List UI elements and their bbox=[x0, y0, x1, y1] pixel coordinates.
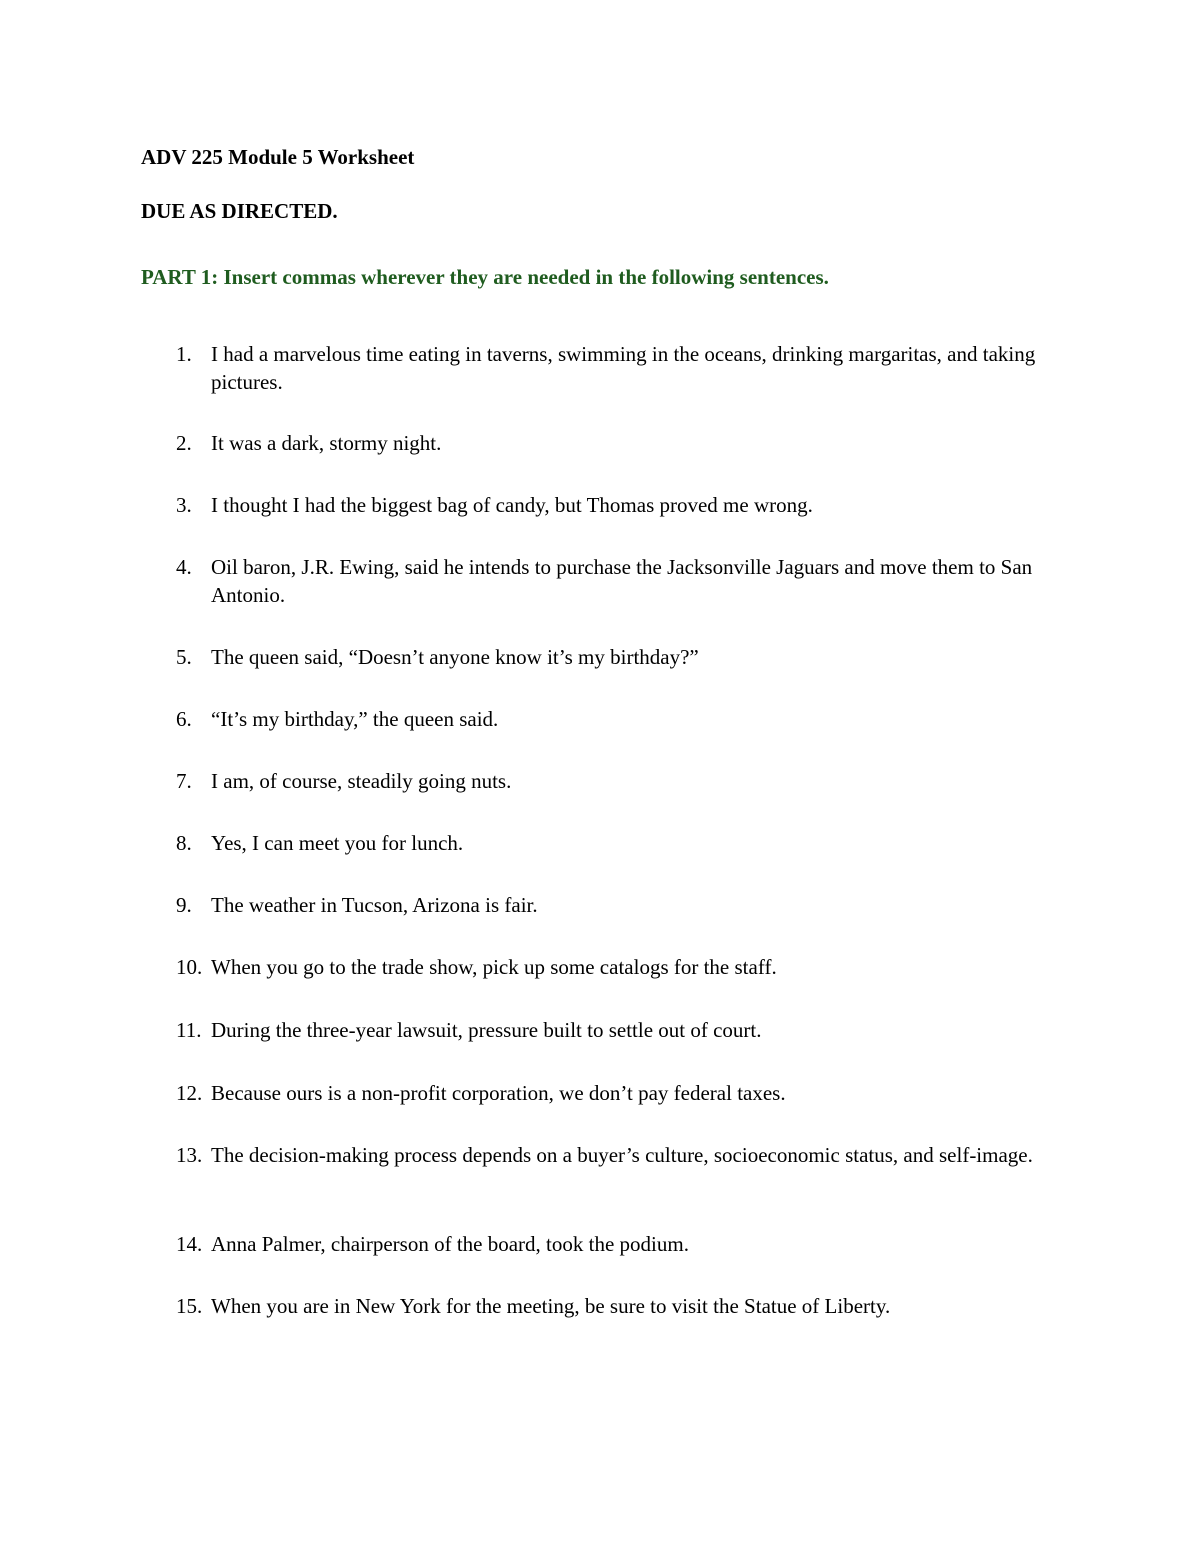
list-item bbox=[176, 553, 1046, 609]
list-item bbox=[176, 429, 1046, 457]
part1-heading: PART 1: Insert commas wherever they are needed in the following sentences. bbox=[141, 265, 829, 289]
item-text: The queen said, “Doesn’t anyone know it’s my birthday?” bbox=[211, 645, 699, 669]
list-item bbox=[176, 643, 1046, 671]
item-number: 6. bbox=[176, 707, 192, 731]
item-text: I am, of course, steadily going nuts. bbox=[211, 769, 512, 793]
list-item bbox=[176, 767, 1046, 795]
item-number: 3. bbox=[176, 493, 192, 517]
item-text: I thought I had the biggest bag of candy, but Thomas proved me wrong. bbox=[211, 493, 813, 517]
due-notice: DUE AS DIRECTED. bbox=[141, 199, 338, 223]
item-text: When you are in New York for the meeting, be sure to visit the Statue of Liberty. bbox=[211, 1294, 891, 1318]
item-text: Yes, I can meet you for lunch. bbox=[211, 831, 464, 855]
list-item bbox=[176, 1016, 1046, 1044]
item-number: 11. bbox=[176, 1018, 202, 1042]
item-text: When you go to the trade show, pick up some catalogs for the staff. bbox=[211, 955, 777, 979]
item-number: 5. bbox=[176, 645, 192, 669]
list-item bbox=[176, 1141, 1046, 1169]
item-text: It was a dark, stormy night. bbox=[211, 431, 442, 455]
item-number: 8. bbox=[176, 831, 192, 855]
item-number: 15. bbox=[176, 1294, 203, 1318]
list-item bbox=[176, 1230, 1046, 1258]
list-item bbox=[176, 1292, 1046, 1320]
item-number: 4. bbox=[176, 555, 192, 579]
item-number: 7. bbox=[176, 769, 192, 793]
item-text: I had a marvelous time eating in taverns, swimming in the oceans, drinking margaritas, and taking pictures. bbox=[211, 342, 1036, 394]
item-text: The decision-making process depends on a buyer’s culture, socioeconomic status, and self-image. bbox=[211, 1143, 1033, 1167]
list-item bbox=[176, 953, 1046, 981]
item-number: 12. bbox=[176, 1081, 203, 1105]
item-text: Oil baron, J.R. Ewing, said he intends to purchase the Jacksonville Jaguars and move them to San Antonio. bbox=[211, 555, 1033, 607]
item-number: 10. bbox=[176, 955, 203, 979]
item-number: 2. bbox=[176, 431, 192, 455]
item-text: Anna Palmer, chairperson of the board, took the podium. bbox=[211, 1232, 689, 1256]
list-item bbox=[176, 340, 1046, 396]
item-number: 9. bbox=[176, 893, 192, 917]
item-number: 13. bbox=[176, 1143, 203, 1167]
item-number: 1. bbox=[176, 342, 192, 366]
list-item bbox=[176, 705, 1046, 733]
list-item bbox=[176, 1079, 1046, 1107]
item-text: “It’s my birthday,” the queen said. bbox=[211, 707, 499, 731]
list-item bbox=[176, 829, 1046, 857]
list-item bbox=[176, 491, 1046, 519]
document-title: ADV 225 Module 5 Worksheet bbox=[141, 145, 415, 169]
item-number: 14. bbox=[176, 1232, 203, 1256]
item-text: During the three-year lawsuit, pressure built to settle out of court. bbox=[211, 1018, 762, 1042]
list-item bbox=[176, 891, 1046, 919]
item-text: The weather in Tucson, Arizona is fair. bbox=[211, 893, 538, 917]
item-text: Because ours is a non-profit corporation, we don’t pay federal taxes. bbox=[211, 1081, 786, 1105]
